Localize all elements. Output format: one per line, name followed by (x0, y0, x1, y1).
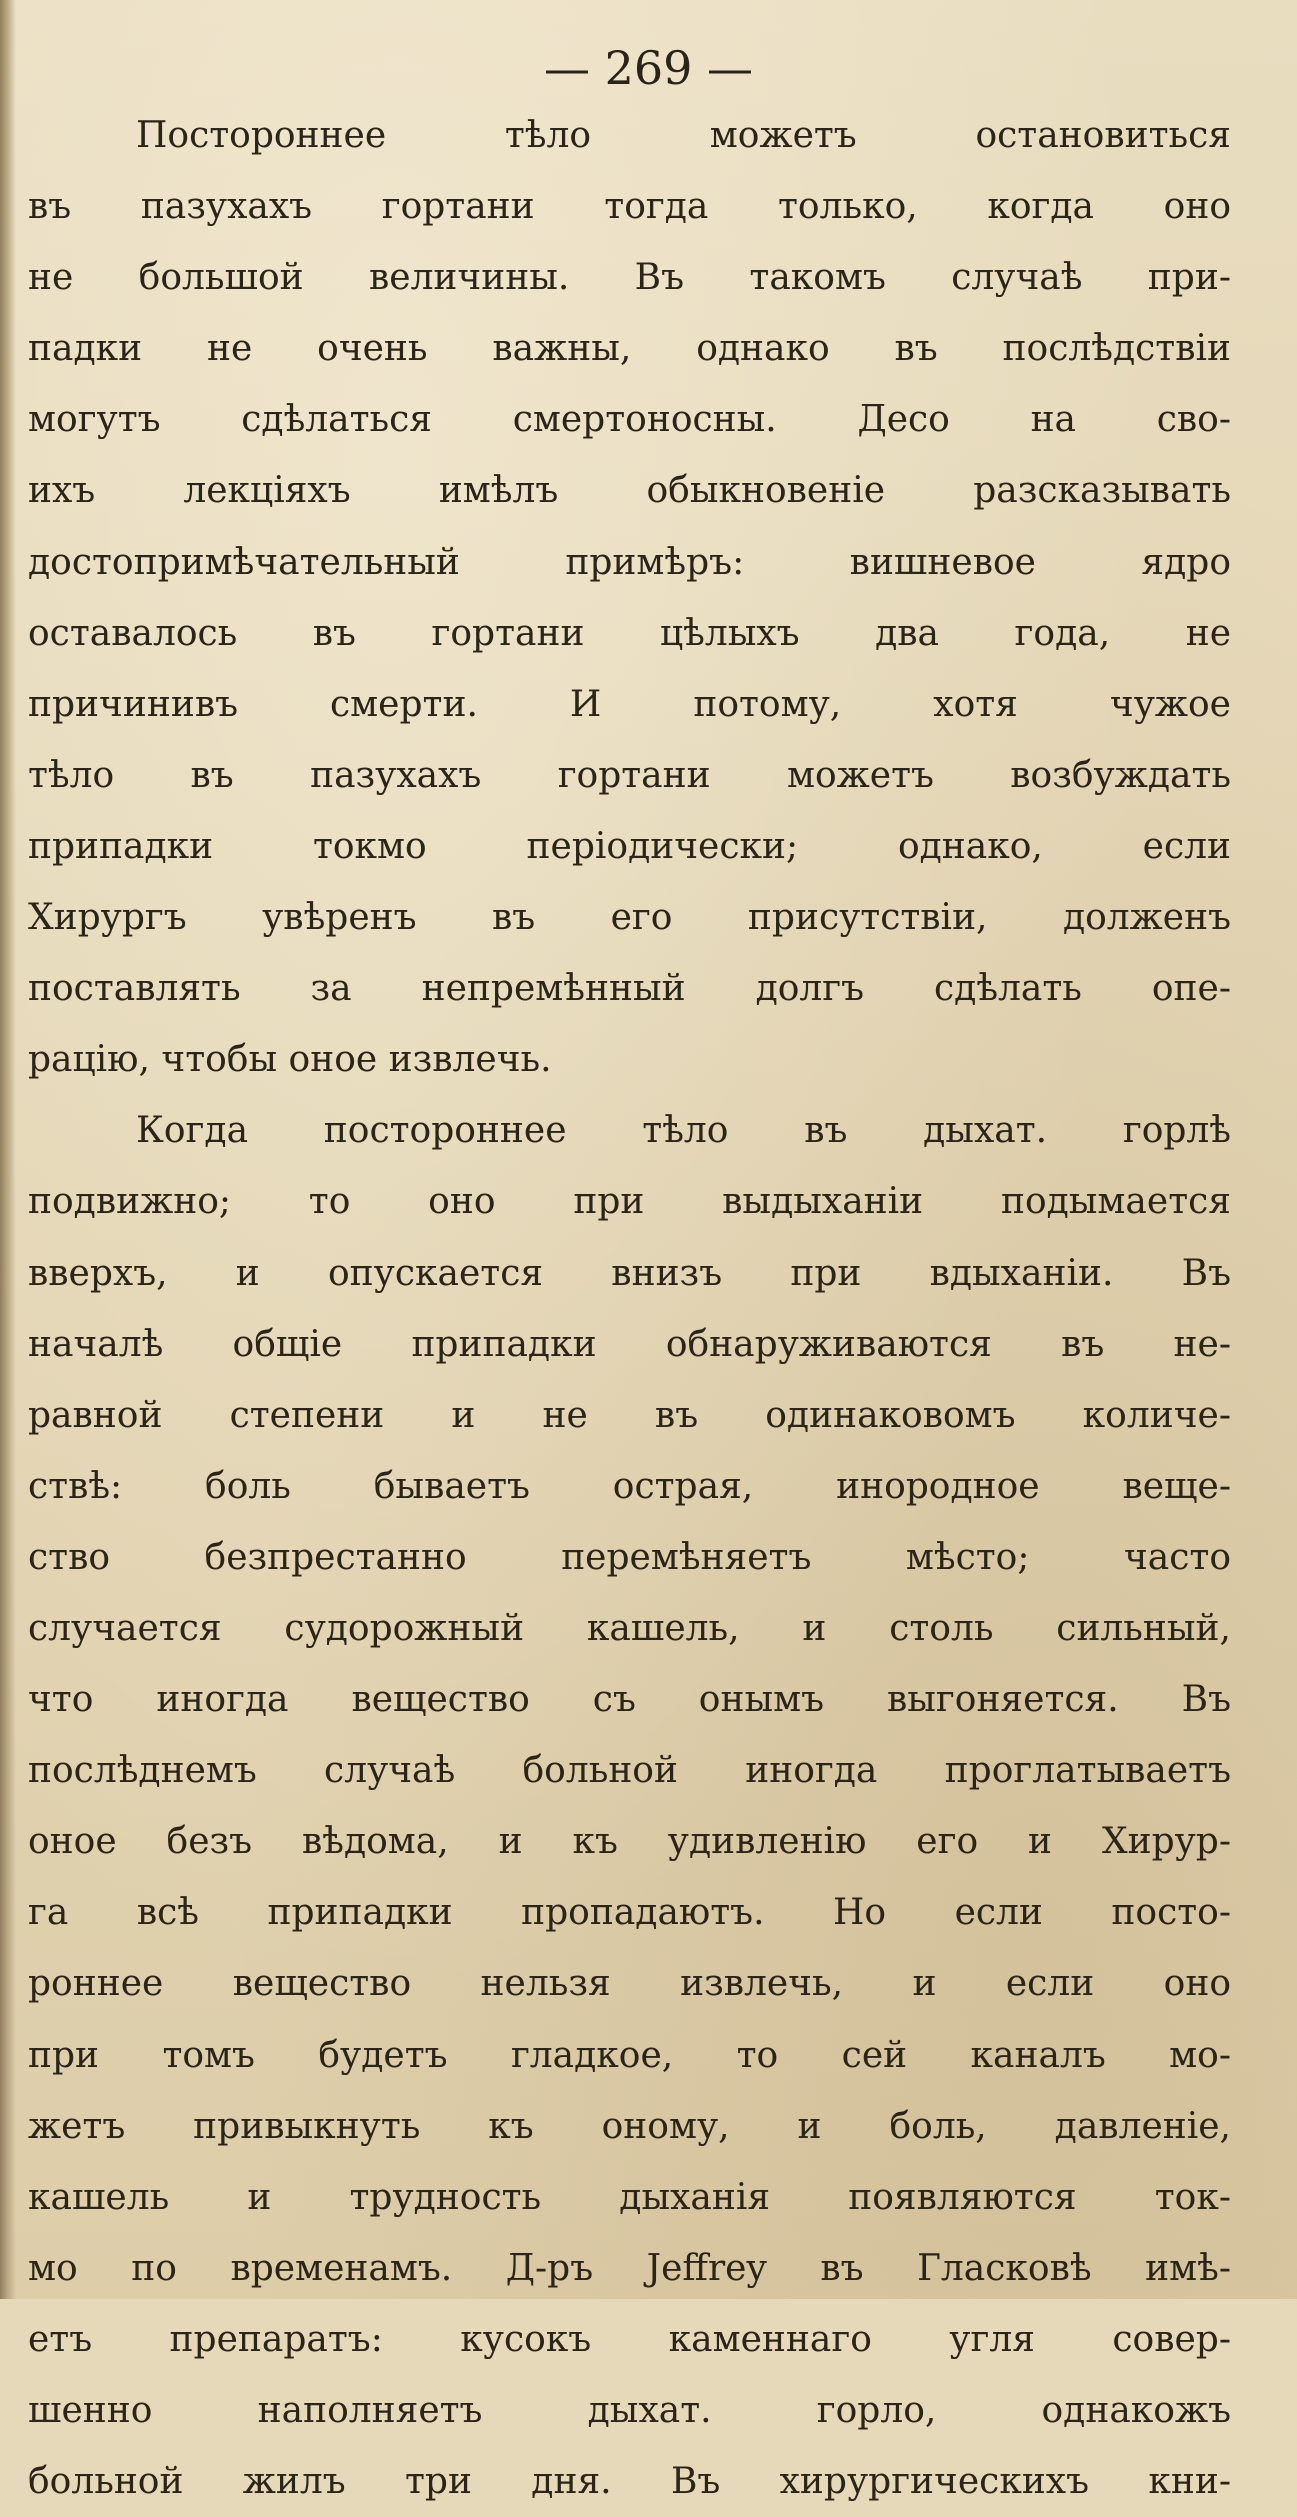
text-line: етъ препаратъ: кусокъ каменнаго угля совер- (28, 2318, 1231, 2360)
binding-gutter (0, 0, 16, 2299)
text-line: Хирургъ увѣренъ въ его присутствіи, долженъ (28, 897, 1231, 939)
text-line: поставлять за непремѣнный долгъ сдѣлать опе- (28, 968, 1231, 1010)
text-line: кашель и трудность дыханія появляются ток- (28, 2176, 1231, 2218)
text-line: оставалось въ гортани цѣлыхъ два года, не (28, 612, 1231, 654)
text-line: рацію, чтобы оное извлечь. (28, 1039, 552, 1081)
text-line: могутъ сдѣлаться смертоносны. Десо на сво- (28, 399, 1231, 441)
text-line: что иногда вещество съ онымъ выгоняется. Въ (28, 1679, 1231, 1721)
text-line: случается судорожный кашель, и столь сильный, (28, 1607, 1231, 1649)
text-line: Постороннее тѣло можетъ остановиться (136, 115, 1231, 156)
text-line: роннее вещество нельзя извлечь, и если оно (28, 1963, 1231, 2005)
text-line: не большой величины. Въ такомъ случаѣ при- (28, 257, 1231, 299)
text-line: мо по временамъ. Д-ръ Jeffrey въ Гласковѣ имѣ- (28, 2247, 1231, 2289)
text-line: больной жилъ три дня. Въ хирургическихъ кни- (28, 2461, 1231, 2503)
text-line: Когда постороннее тѣло въ дыхат. горлѣ (136, 1110, 1231, 1152)
text-line: припадки токмо періодически; однако, если (28, 825, 1231, 867)
text-line: подвижно; то оно при выдыханіи подымается (28, 1181, 1231, 1223)
text-line: тѣло въ пазухахъ гортани можетъ возбуждать (28, 754, 1231, 796)
text-line: ство безпрестанно перемѣняетъ мѣсто; часто (28, 1536, 1231, 1578)
page-number: — 269 — (543, 41, 754, 95)
text-line: началѣ общіе припадки обнаруживаются въ не- (28, 1323, 1231, 1365)
text-line: оное безъ вѣдома, и къ удивленію его и Хирур- (28, 1821, 1231, 1863)
text-line: падки не очень важны, однако въ послѣдствіи (28, 328, 1231, 370)
text-line: вверхъ, и опускается внизъ при вдыханіи. Въ (28, 1252, 1231, 1294)
page-text (28, 100, 1231, 2517)
text-line: ихъ лекціяхъ имѣлъ обыкновеніе разсказывать (28, 470, 1231, 512)
text-line: ствѣ: боль бываетъ острая, инородное веще- (28, 1465, 1231, 1507)
text-line: причинивъ смерти. И потому, хотя чужое (28, 683, 1231, 725)
text-line: при томъ будетъ гладкое, то сей каналъ мо- (28, 2034, 1231, 2076)
text-line: жетъ привыкнуть къ оному, и боль, давленіе, (28, 2105, 1231, 2147)
text-line: достопримѣчательный примѣръ: вишневое ядро (28, 541, 1231, 583)
text-line: въ пазухахъ гортани тогда только, когда оно (28, 186, 1231, 228)
text-line: га всѣ припадки пропадаютъ. Но если посто- (28, 1892, 1231, 1934)
text-line: равной степени и не въ одинаковомъ количе- (28, 1394, 1231, 1436)
text-line: послѣднемъ случаѣ больной иногда проглатываетъ (28, 1750, 1231, 1792)
text-line: шенно наполняетъ дыхат. горло, однакожъ (28, 2390, 1231, 2431)
